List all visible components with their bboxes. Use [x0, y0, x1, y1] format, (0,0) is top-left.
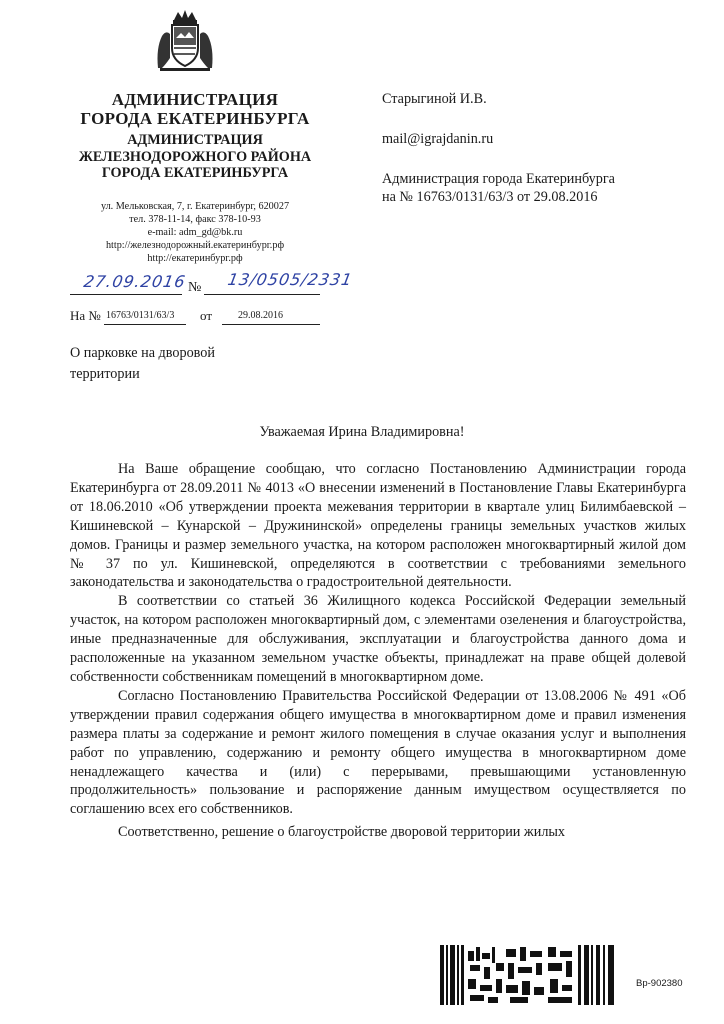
letter-body: [70, 460, 686, 842]
paragraph: На Ваше обращение сообщаю, что согласно Постановлению Администрации города Екатеринбурга от 28.09.2011 № 4013 «О внесении изменений в Постановление Главы Екатеринбурга от 18.06.2010 «Об утверждении проекта межевания территории в квартале улиц Билимбаевской – Кишиневской – Кунарской – Дружининской» определены границы земельных участков жилых домов. Границы и размер земельного участка, на котором расположен многоквартирный жилой дом № 37 по ул. Кишиневской, определяются в соответствии с требованиями земельного законодательства и законодательства о градостроительной деятельности.: [70, 461, 686, 591]
barcode-number: Вр-902380: [636, 978, 683, 989]
contacts: [60, 200, 330, 265]
greeting: Уважаемая Ирина Владимировна!: [259, 424, 465, 440]
email: e-mail: adm_gd@bk.ru: [147, 226, 243, 238]
org-sub-line2: ЖЕЛЕЗНОДОРОЖНОГО РАЙОНА: [78, 148, 312, 165]
org-sub-line3: ГОРОДА ЕКАТЕРИНБУРГА: [101, 165, 289, 181]
org-title-line2: ГОРОДА ЕКАТЕРИНБУРГА: [80, 109, 310, 128]
in-reply-date: 29.08.2016: [238, 310, 283, 321]
in-reply-date-underline: [222, 324, 320, 325]
in-reply-number: 16763/0131/63/3: [106, 310, 175, 321]
paragraph: В соответствии со статьей 36 Жилищного кодекса Российской Федерации земельный участок, на котором расположен многоквартирный дом, с элементами озеленения и благоустройства, иные предназначенные для обслуживания, эксплуатации и благоустройства данного дома и расположенные на указанном земельном участке объекты, принадлежат на праве общей долевой собственности собственникам помещений в многоквартирном доме.: [70, 593, 686, 685]
phones: тел. 378-11-14, факс 378-10-93: [129, 213, 261, 225]
website-2: http://екатеринбург.рф: [147, 252, 243, 264]
org-sub-line1: АДМИНИСТРАЦИЯ: [127, 132, 263, 148]
number-underline: [204, 294, 320, 295]
in-reply-label: На №: [70, 308, 101, 323]
addressee-name: Старыгиной И.В.: [382, 91, 487, 107]
subject-line-2: территории: [70, 366, 140, 382]
coat-of-arms-icon: [152, 8, 218, 74]
org-title-line1: АДМИНИСТРАЦИЯ: [111, 90, 279, 109]
from-label: от: [200, 308, 213, 323]
in-reply-reference: [70, 304, 330, 328]
letterhead: [60, 90, 330, 265]
forward-line-1: Администрация города Екатеринбурга: [382, 171, 615, 187]
date-underline: [70, 294, 182, 295]
outgoing-reference: [70, 268, 355, 302]
subject: [70, 343, 320, 385]
subject-line-1: О парковке на дворовой: [70, 345, 215, 361]
number-sign: №: [188, 280, 202, 295]
addressee-email: mail@igrajdanin.ru: [382, 131, 494, 147]
in-reply-number-underline: [104, 324, 186, 325]
website-1: http://железнодорожный.екатеринбург.рф: [105, 239, 285, 251]
address: ул. Мельковская, 7, г. Екатеринбург, 620027: [100, 200, 290, 212]
barcode-icon: [440, 945, 618, 1005]
paragraph: Согласно Постановлению Правительства Российской Федерации от 13.08.2006 № 491 «Об утверждении правил содержания общего имущества в многоквартирном доме и правил изменения размера платы за содержание и ремонт жилого помещения в случае оказания услуг и выполнения работ по управлению, содержанию и ремонту общего имущества в многоквартирном доме ненадлежащего качества и (или) с перерывами, превышающими установленную продолжительность» пользование и распоряжение данным имуществом осуществляется по соглашению всех его собственников.: [70, 687, 686, 818]
addressee-block: [382, 90, 702, 206]
outgoing-number: 13/0505/2331: [226, 270, 355, 289]
paragraph: Соответственно, решение о благоустройстве дворовой территории жилых: [118, 824, 566, 841]
outgoing-date: 27.09.2016: [82, 272, 188, 291]
forward-line-2: на № 16763/0131/63/3 от 29.08.2016: [382, 189, 598, 205]
